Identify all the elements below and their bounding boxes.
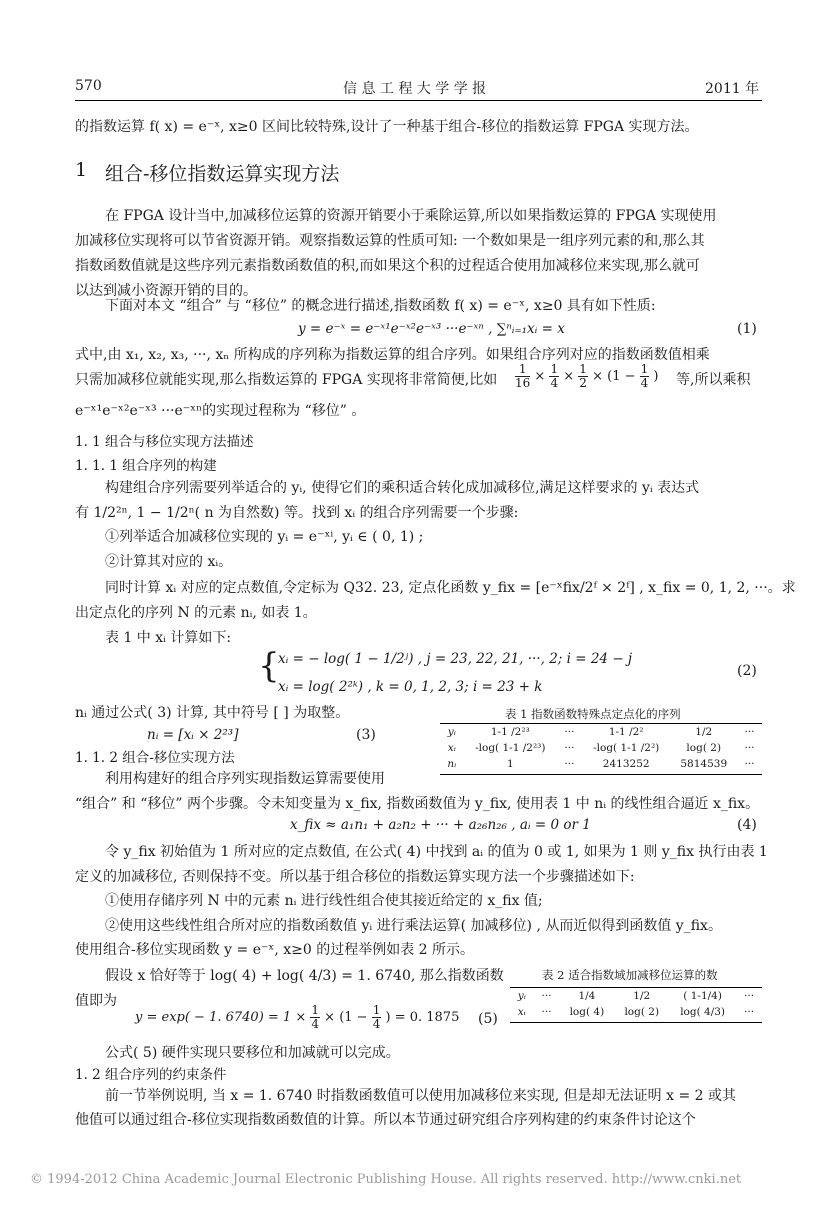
table-cell: ···: [564, 742, 575, 754]
table-row: [440, 740, 762, 756]
para1-line3: 指数函数值就是这些序列元素指数函数值的积,而如果这个积的过程适合使用加减移位来实现,那么就可: [75, 258, 700, 274]
fraction-1-4: [310, 1004, 320, 1031]
para4-line1: 构建组合序列需要列举适合的 yᵢ, 使得它们的乘积适合转化成加减移位,满足这样要求的 yᵢ 表达式: [105, 480, 700, 496]
para9-line1: 令 y_fix 初始值为 1 所对应的定点数值, 在公式( 4) 中找到 aᵢ 的值为 0 或 1, 如果为 1 则 y_fix 执行由表 1: [105, 844, 768, 860]
para9-line5: 使用组合-移位实现函数 y = e⁻ˣ, x≥0 的过程举例如表 2 所示。: [75, 942, 475, 958]
para10-line2: 值即为: [75, 993, 117, 1009]
table-cell: 5814539: [680, 758, 728, 770]
subsection-1-1-1: 1. 1. 1 组合序列的构建: [75, 458, 217, 474]
table2-grid: [510, 988, 762, 1020]
para1-line4: 以达到减小资源开销的目的。: [75, 283, 257, 299]
table-cell: 1-1 /2²: [608, 726, 644, 738]
section-title: 组合-移位指数运算实现方法: [105, 163, 340, 185]
fraction-1-4b: [372, 1004, 382, 1031]
fraction-1-2: [578, 363, 588, 390]
equation-3-number: (3): [356, 727, 376, 743]
frac-den: 4: [640, 376, 649, 390]
table-cell: ( 1-1/4): [683, 990, 722, 1002]
table-cell: ···: [564, 726, 575, 738]
para1-line1: 在 FPGA 设计当中,加减移位运算的资源开销要小于乘除运算,所以如果指数运算的 FPGA 实现使用: [105, 208, 717, 224]
fraction-example: [515, 363, 659, 390]
frac-num: 1: [515, 363, 530, 377]
times-sign: ×: [563, 369, 575, 384]
table-cell: 1/2: [633, 990, 651, 1002]
table-cell: -log( 1-1 /2²): [593, 742, 660, 754]
table-cell: xᵢ: [447, 742, 456, 754]
table-cell: yᵢ: [517, 990, 526, 1002]
table-cell: 1/4: [578, 990, 596, 1002]
table-cell: nᵢ: [447, 758, 457, 770]
para7: nᵢ 通过公式( 3) 计算, 其中符号 [ ] 为取整。: [75, 705, 350, 721]
table2-title: 表 2 适合指数域加减移位运算的数: [542, 968, 718, 982]
table-cell: ···: [744, 742, 755, 754]
fraction-1-4b: [640, 363, 650, 390]
times-sign: ×: [324, 1010, 336, 1025]
para3-line3: e⁻ˣ¹e⁻ˣ²e⁻ˣ³ ···e⁻ˣⁿ的实现过程称为 “移位” 。: [75, 403, 366, 419]
equation-2-line2: xᵢ = log( 2²ᵏ) , k = 0, 1, 2, 3; i = 23 + k: [278, 679, 543, 695]
eq5-result: ) = 0. 1875: [385, 1010, 460, 1025]
para8-line1: 利用构建好的组合序列实现指数运算需要使用: [105, 771, 385, 787]
subsection-1-1: 1. 1 组合与移位实现方法描述: [75, 434, 254, 450]
journal-title: 信 息 工 程 大 学 学 报: [343, 81, 487, 97]
para3-line1: 式中,由 x₁, x₂, x₃, ···, xₙ 所构成的序列称为指数运算的组合序列。如果组合序列对应的指数函数值相乘: [75, 347, 710, 363]
para12-line2: 他值可以通过组合-移位实现指数函数值的计算。所以本节通过研究组合序列构建的约束条件讨论这个: [75, 1112, 696, 1128]
table-cell: -log( 1-1 /2²³): [475, 742, 546, 754]
para10-line1: 假设 x 恰好等于 log( 4) + log( 4/3) = 1. 6740, 那么指数函数: [105, 968, 504, 984]
frac-num: 1: [550, 362, 559, 376]
table-cell: 1-1 /2²³: [490, 726, 530, 738]
frac-num: 1: [640, 362, 649, 376]
frac-den: 16: [515, 376, 531, 390]
para6: 表 1 中 xᵢ 计算如下:: [105, 630, 232, 646]
table-cell: ···: [541, 1006, 552, 1018]
equation-1-number: (1): [737, 321, 757, 337]
para4-step2: ②计算其对应的 xᵢ。: [105, 554, 233, 570]
header-year: 2011 年: [705, 81, 760, 97]
page-number: 570: [75, 78, 102, 94]
intro-line: 的指数运算 f( x) = e⁻ˣ, x≥0 区间比较特殊,设计了一种基于组合-移位的指数运算 FPGA 实现方法。: [75, 119, 699, 135]
table-cell: ···: [744, 726, 755, 738]
frac-den: 4: [372, 1017, 381, 1031]
para4-step1: ①列举适合加减移位实现的 yᵢ = e⁻ˣⁱ, yᵢ ∈ ( 0, 1) ;: [105, 529, 424, 545]
equation-5: [135, 1004, 459, 1031]
equation-1: y = e⁻ˣ = e⁻ˣ¹e⁻ˣ²e⁻ˣ³ ···e⁻ˣⁿ , ∑ⁿᵢ₌₁xᵢ = x: [298, 321, 565, 337]
table-cell: ···: [744, 990, 755, 1002]
table-cell: ···: [541, 990, 552, 1002]
para2-line: 下面对本文 “组合” 与 “移位” 的概念进行描述,指数函数 f( x) = e⁻ˣ, x≥0 具有如下性质:: [105, 298, 656, 314]
frac-num: 1: [311, 1003, 320, 1017]
fraction-1-16: [515, 363, 530, 390]
table-cell: yᵢ: [447, 726, 456, 738]
header-rule: [75, 100, 762, 101]
para4-line2: 有 1/2²ⁿ, 1 − 1/2ⁿ( n 为自然数) 等。找到 xᵢ 的组合序列需要一个步骤:: [75, 505, 519, 521]
table2: [510, 988, 762, 1020]
para5-line1: 同时计算 xᵢ 对应的定点数值,令定标为 Q32. 23, 定点化函数 y_fix = [e⁻ˣfix/2ᶠ × 2ᶠ] , x_fix = 0, 1, 2, ···。求: [105, 580, 796, 596]
brace: {: [258, 646, 280, 686]
para5-line2: 出定点化的序列 N 的元素 nᵢ, 如表 1。: [75, 605, 317, 621]
fraction-1-4: [549, 363, 559, 390]
equation-2-number: (2): [737, 663, 757, 679]
table-cell: xᵢ: [517, 1006, 526, 1018]
eq5-left: y = exp( − 1. 6740) = 1 ×: [135, 1010, 307, 1025]
equation-4-number: (4): [737, 817, 757, 833]
table-cell: 2413252: [602, 758, 650, 770]
table-cell: log( 2): [686, 742, 722, 754]
frac-num: 1: [579, 362, 587, 376]
frac-den: 4: [550, 376, 559, 390]
para8-line2: “组合” 和 “移位” 两个步骤。令未知变量为 x_fix, 指数函数值为 y_fix, 使用表 1 中 nᵢ 的线性组合逼近 x_fix。: [75, 796, 760, 812]
table-cell: log( 4/3): [680, 1006, 726, 1018]
subsection-1-1-2: 1. 1. 2 组合-移位实现方法: [75, 750, 235, 766]
copyright-footer: © 1994-2012 China Academic Journal Electronic Publishing House. All rights reserved. http://www.cnki.net: [30, 1172, 742, 1187]
table1: [440, 724, 762, 772]
equation-4: x_fix ≈ a₁n₁ + a₂n₂ + ··· + a₂₆n₂₆ , aᵢ = 0 or 1: [290, 817, 591, 833]
para9-step1: ①使用存储序列 N 中的元素 nᵢ 进行线性组合使其接近给定的 x_fix 值;: [105, 893, 543, 909]
times-sign: ×: [534, 369, 546, 384]
table-cell: 1: [506, 758, 514, 770]
para9-step2: ②使用这些线性组合所对应的指数函数值 yᵢ 进行乘法运算( 加减移位) , 从而近似得到函数值 y_fix。: [105, 918, 722, 934]
para3-line2: 只需加减移位就能实现,那么指数运算的 FPGA 实现将非常简便,比如: [75, 372, 498, 388]
frac-den: 2: [579, 376, 587, 390]
paren-open: (1 −: [339, 1010, 368, 1025]
para1-line2: 加减移位实现将可以节省资源开销。观察指数运算的性质可知: 一个数如果是一组序列元素的和,那么其: [75, 233, 705, 249]
table-cell: ···: [744, 758, 755, 770]
table1-grid: [440, 724, 762, 772]
table1-bottom-rule: [440, 774, 762, 775]
table-cell: log( 4): [569, 1006, 605, 1018]
table-cell: log( 2): [624, 1006, 660, 1018]
table-cell: ···: [744, 1006, 755, 1018]
table-cell: 1/2: [695, 726, 713, 738]
table-row: [510, 988, 762, 1004]
para3-line2-end: 等,所以乘积: [676, 372, 751, 388]
subsection-1-2: 1. 2 组合序列的约束条件: [75, 1067, 227, 1083]
equation-3: nᵢ = [xᵢ × 2²³]: [147, 727, 239, 743]
table-cell: ···: [564, 758, 575, 770]
times-sign: ×: [592, 369, 603, 384]
frac-den: 4: [311, 1017, 320, 1031]
section-number: 1: [75, 159, 88, 181]
equation-2-line1: xᵢ = − log( 1 − 1/2ʲ) , j = 23, 22, 21, ···, 2; i = 24 − j: [278, 651, 633, 667]
table-row: [510, 1004, 762, 1020]
para11: 公式( 5) 硬件实现只要移位和加减就可以完成。: [105, 1045, 400, 1061]
equation-5-number: (5): [478, 1011, 498, 1027]
table1-title: 表 1 指数函数特殊点定点化的序列: [505, 707, 681, 721]
paren-open: (1 −: [607, 369, 636, 384]
para12-line1: 前一节举例说明, 当 x = 1. 6740 时指数函数值可以使用加减移位来实现, 但是却无法证明 x = 2 或其: [105, 1088, 736, 1104]
para9-line2: 定义的加减移位, 否则保持不变。所以基于组合移位的指数运算实现方法一个步骤描述如下:: [75, 869, 635, 885]
frac-num: 1: [372, 1003, 381, 1017]
paren-close: ): [653, 369, 659, 384]
table-row: [440, 724, 762, 740]
table-row: [440, 756, 762, 772]
table2-bottom-rule: [510, 1022, 762, 1023]
